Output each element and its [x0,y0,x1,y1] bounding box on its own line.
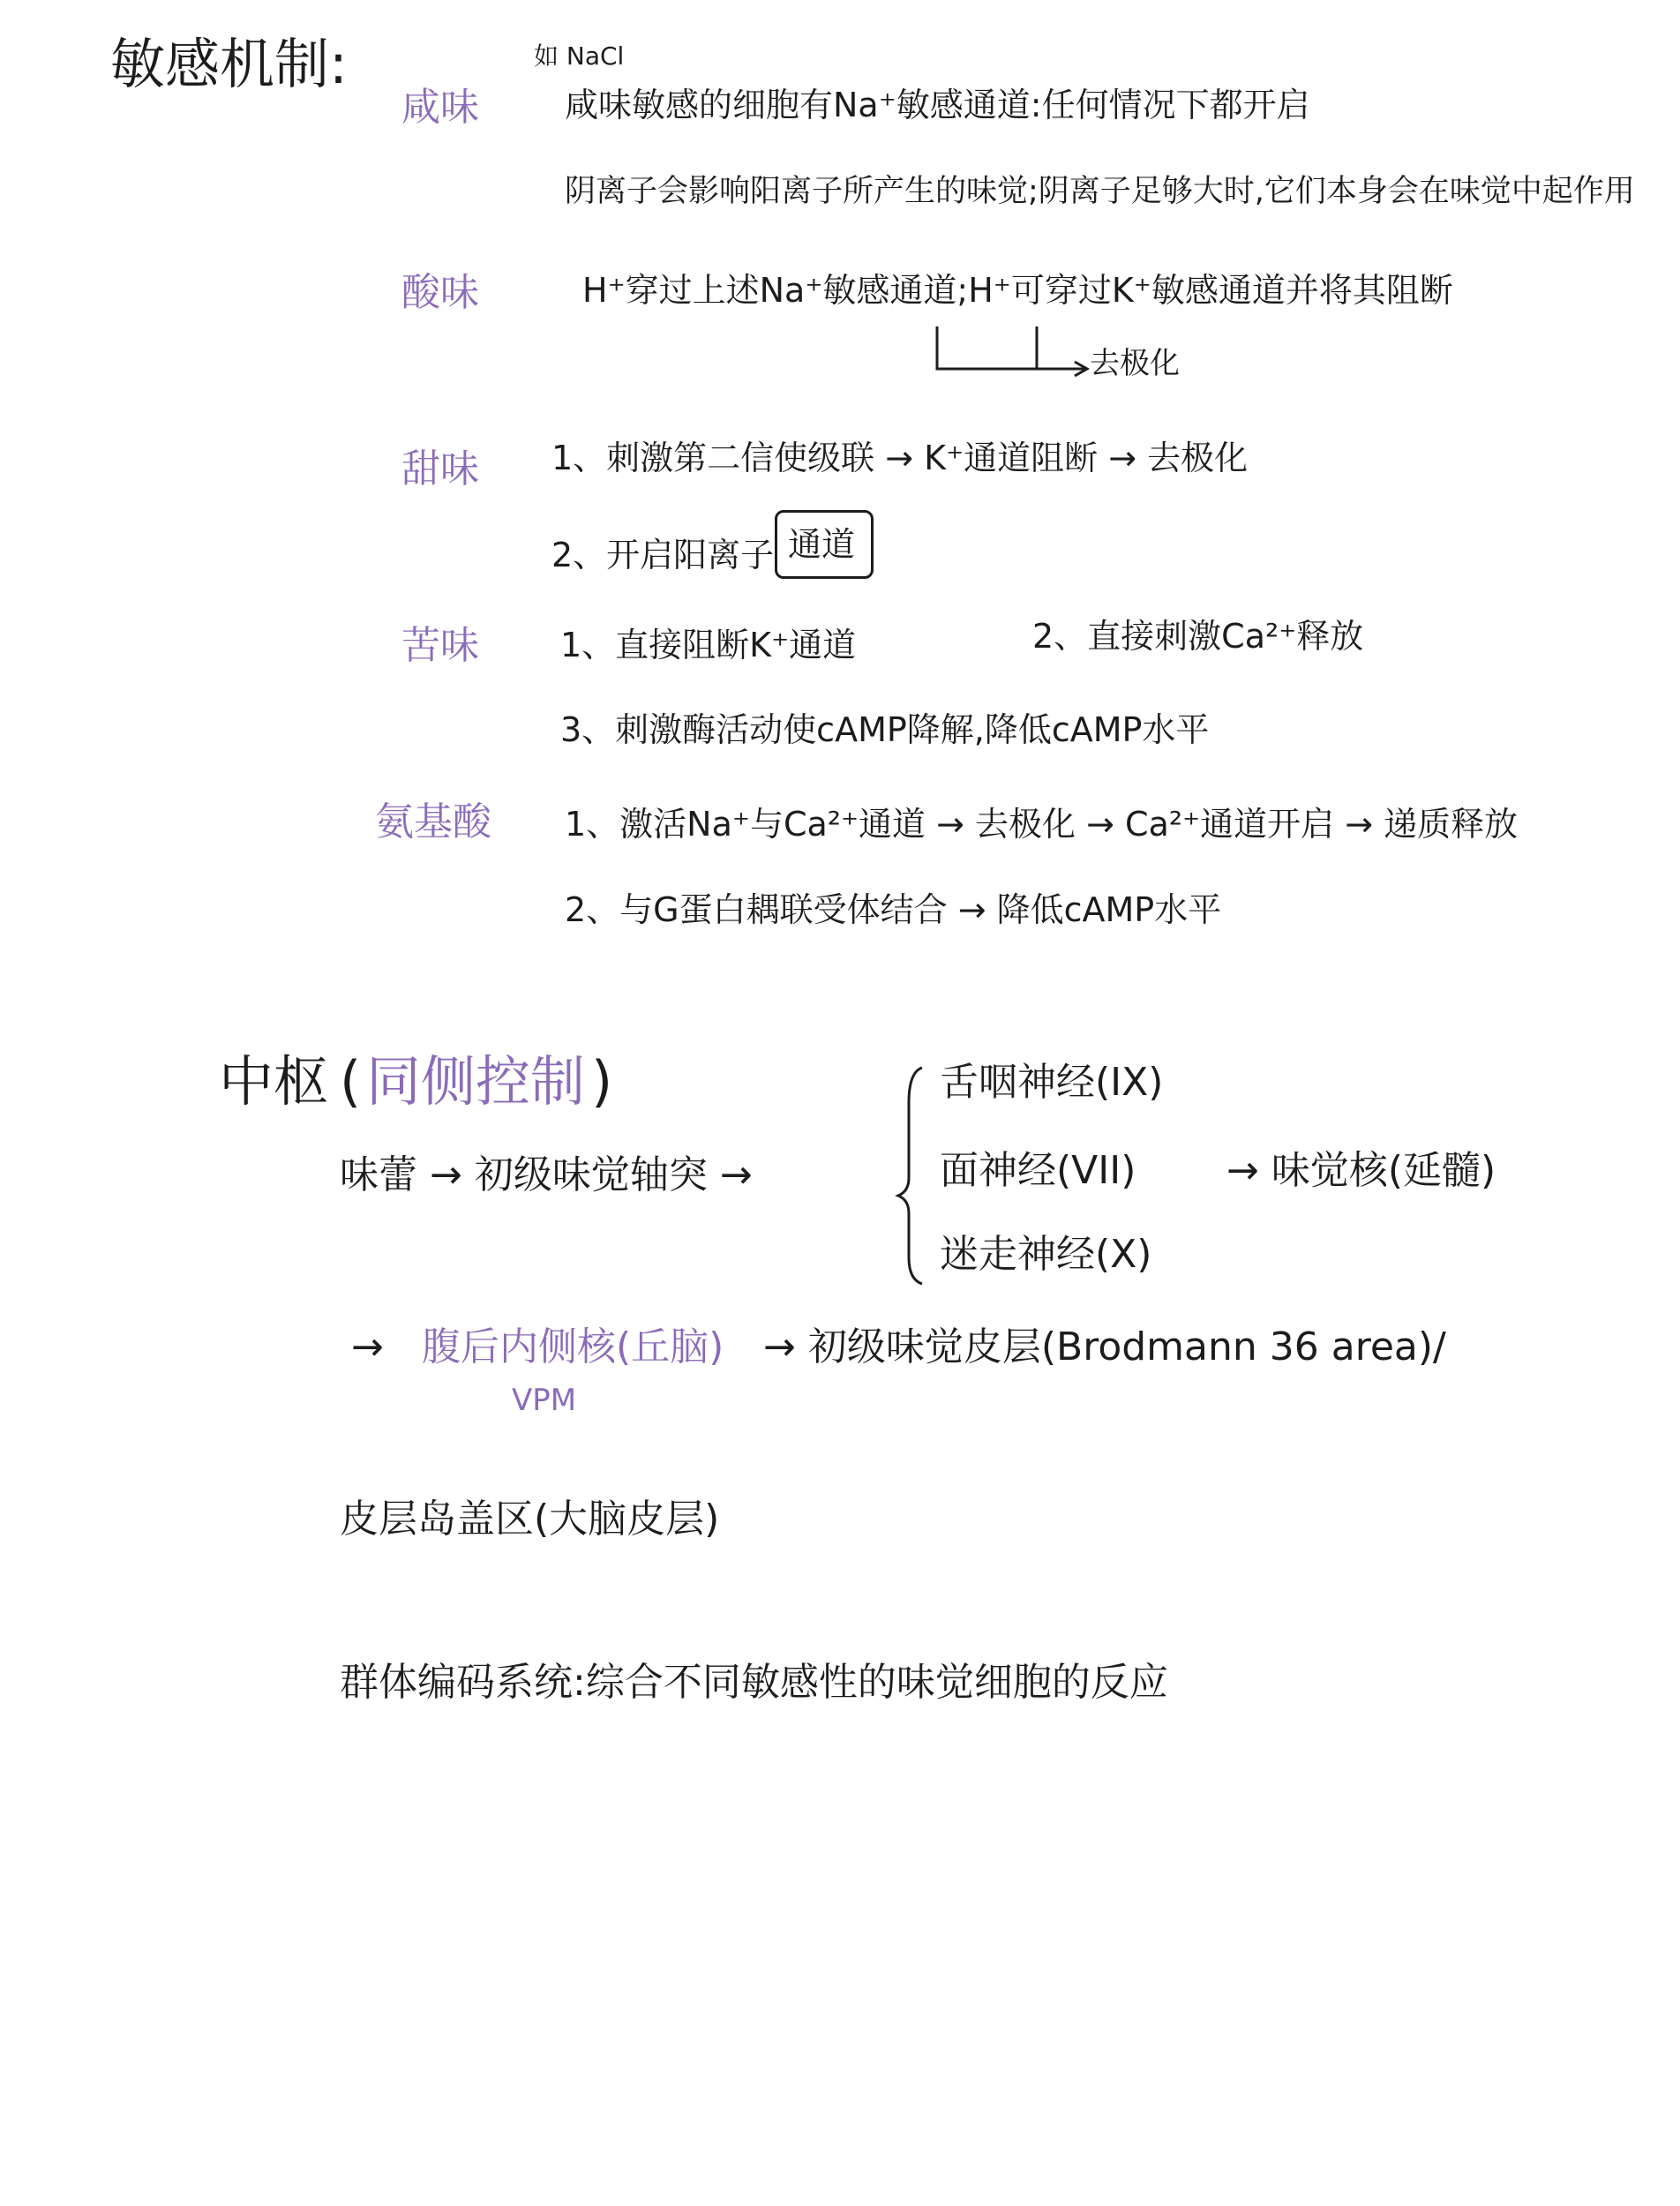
label-salty: 咸味 [401,85,479,130]
pathway-start: 味蕾 → 初级味觉轴突 → [340,1152,753,1197]
depolarization-arrow [937,326,1087,376]
label-bitter: 苦味 [401,623,479,668]
salty-line-1: 咸味敏感的细胞有Na⁺敏感通道:任何情况下都开启 [565,86,1310,124]
nerve-facial: 面神经(VII) [940,1148,1136,1193]
primary-gustatory-cortex: → 初级味觉皮层(Brodmann 36 area)/ [763,1324,1446,1369]
nerves-brace [898,1068,922,1284]
nerve-glossopharyngeal: 舌咽神经(IX) [940,1060,1164,1105]
paren-close: ) [591,1049,613,1114]
population-coding: 群体编码系统:综合不同敏感性的味觉细胞的反应 [340,1660,1168,1705]
bitter-line-2: 3、刺激酶活动使cAMP降解,降低cAMP水平 [560,710,1210,749]
paren-open: ( [340,1049,362,1114]
bitter-line-1a: 1、直接阻断K⁺通道 [560,626,857,664]
amino-line-1: 1、激活Na⁺与Ca²⁺通道 → 去极化 → Ca²⁺通道开启 → 递质释放 [565,805,1519,844]
sweet-line-2b: 通道 [788,525,856,564]
label-sweet: 甜味 [401,446,479,491]
sweet-line-1: 1、刺激第二信使级联 → K⁺通道阻断 → 去极化 [551,439,1249,477]
section-title-sensitivity: 敏感机制: [110,32,348,96]
gustatory-nucleus: → 味觉核(延髓) [1226,1148,1496,1193]
vpm-arrow: → [351,1324,384,1369]
bitter-line-1b: 2、直接刺激Ca²⁺释放 [1032,617,1364,656]
salty-line-2: 阴离子会影响阳离子所产生的味觉;阴离子足够大时,它们本身会在味觉中起作用 [565,174,1635,209]
sweet-line-2a: 2、开启阳离子 [551,536,775,574]
nerve-vagus: 迷走神经(X) [940,1232,1152,1277]
sour-line-1: H⁺穿过上述Na⁺敏感通道;H⁺可穿过K⁺敏感通道并将其阻断 [582,271,1453,310]
insular-opercular-cortex: 皮层岛盖区(大脑皮层) [340,1497,720,1542]
label-sour: 酸味 [401,270,479,315]
vpm-nucleus: 腹后内侧核(丘脑) [422,1324,724,1369]
vpm-abbreviation: VPM [512,1383,577,1418]
label-amino-acid: 氨基酸 [375,799,491,844]
ipsilateral-control: 同侧控制 [366,1049,586,1114]
nacl-note: 如 NaCl [534,41,625,71]
sour-depolarization: 去极化 [1090,346,1180,381]
section-title-central: 中枢 [219,1049,329,1114]
amino-line-2: 2、与G蛋白耦联受体结合 → 降低cAMP水平 [565,890,1222,929]
